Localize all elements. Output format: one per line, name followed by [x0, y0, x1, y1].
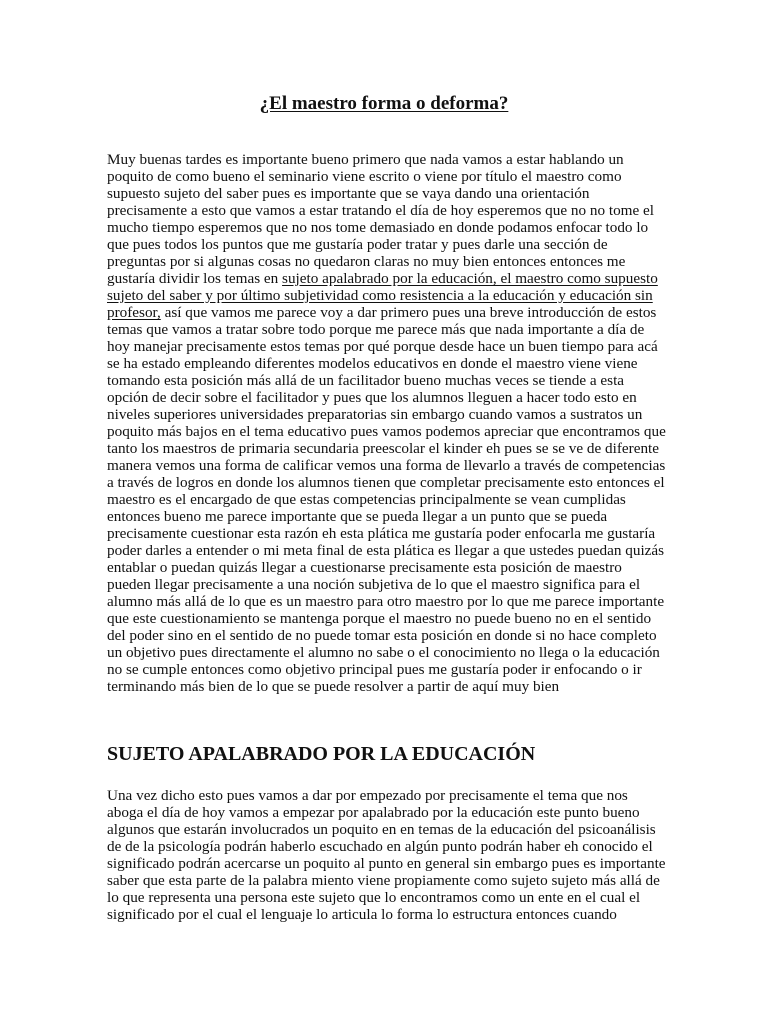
text-line: algunos que estarán involucrados un poquito en en temas de la educación del psicoanálisis — [107, 821, 656, 838]
underlined-topics-text: sujeto del saber y por último subjetividad como resistencia a la educación y educación sin — [107, 287, 653, 304]
text-line — [107, 304, 665, 321]
section-heading: SUJETO APALABRADO POR LA EDUCACIÓN — [107, 743, 536, 765]
text-line: aboga el día de hoy vamos a empezar por apalabrado por la educación este punto bueno — [107, 804, 640, 821]
text-line: se ha estado empleando diferentes modelos educativos en donde el maestro viene viene — [107, 355, 638, 372]
text-line: poquito más bajos en el tema educativo pues vamos podemos apreciar que encontramos que — [107, 423, 666, 440]
document-title: ¿El maestro forma o deforma? — [259, 93, 509, 114]
text-line — [107, 287, 665, 304]
text-line: que este cuestionamiento se mantenga porque el maestro no puede bueno no en el sentido — [107, 610, 652, 627]
text-line — [107, 270, 665, 287]
text-line: temas que vamos a tratar sobre todo porque me parece más que nada importante a día de — [107, 321, 645, 338]
text-line: opción de decir sobre el facilitador y pues que los alumnos lleguen a hacer todo esto en — [107, 389, 637, 406]
text-line: del poder sino en el sentido de no puede tomar esta posición en donde si no hace completo — [107, 627, 657, 644]
text-line: saber que esta parte de la palabra miento viene propiamente como sujeto sujeto más allá de — [107, 872, 660, 889]
text-line: niveles superiores universidades preparatorias sin embargo cuando vamos a sustratos un — [107, 406, 643, 423]
text-line: entonces bueno me parece importante que se pueda llegar a un punto que se pueda — [107, 508, 608, 525]
text-line: hoy manejar precisamente estos temas por qué porque desde hace un buen tiempo para acá — [107, 338, 658, 355]
text-line: terminando más bien de lo que se puede resolver a partir de aquí muy bien — [107, 678, 560, 695]
text-line: poder darles a entender o mi meta final de esta plática es llegar a que ustedes puedan quizás — [107, 542, 665, 559]
text-line: maestro es el encargado de que estas competencias principalmente se vean cumplidas — [107, 491, 626, 508]
text-line: significado por el cual el lenguaje lo articula lo forma lo estructura entonces cuando — [107, 906, 617, 923]
text-line: entablar o puedan quizás llegar a cuestionarse precisamente esta posición de maestro — [107, 559, 622, 576]
text-line: que pues todos los puntos que me gustaría poder tratar y pues darle una sección de — [107, 236, 608, 253]
text-line: manera vemos una forma de calificar vemos una forma de llevarlo a través de competencias — [107, 457, 666, 474]
plain-text: gustaría dividir los temas en — [107, 270, 283, 287]
text-line: Muy buenas tardes es importante bueno primero que nada vamos a estar hablando un — [107, 151, 624, 168]
text-line: significado podrán acercarse un poquito al punto en general sin embargo pues es importante — [107, 855, 666, 872]
text-line: preguntas por si algunas cosas no quedaron claras no muy bien entonces entonces me — [107, 253, 626, 270]
text-line: precisamente a esto que vamos a estar tratando el día de hoy esperemos que no no tome el — [107, 202, 654, 219]
text-line: pueden llegar precisamente a una noción subjetiva de lo que el maestro significa para el — [107, 576, 641, 593]
text-line: mucho tiempo esperemos que no nos tome demasiado en donde podamos enfocar todo lo — [107, 219, 649, 236]
text-line: Una vez dicho esto pues vamos a dar por empezado por precisamente el tema que nos — [107, 787, 628, 804]
underlined-topics-text: sujeto apalabrado por la educación, el maestro como supuesto — [282, 270, 658, 287]
text-line: tanto los maestros de primaria secundaria preescolar el kinder eh pues se se ve de diferente — [107, 440, 660, 457]
text-line: no se cumple entonces como objetivo principal pues me gustaría poder ir enfocando o ir — [107, 661, 642, 678]
text-line: supuesto sujeto del saber pues es importante que se vaya dando una orientación — [107, 185, 590, 202]
text-line: a través de logros en donde los alumnos tienen que completar precisamente esto entonces el — [107, 474, 665, 491]
plain-text: así que vamos me parece voy a dar primero pues una breve introducción de estos — [160, 304, 657, 321]
text-line: poquito de como bueno el seminario viene escrito o viene por título el maestro como — [107, 168, 622, 185]
underlined-topics-text: profesor, — [107, 304, 161, 321]
section-paragraph — [107, 787, 665, 923]
text-line: de de la psicología podrán haberlo escuchado en algún punto podrán haber eh conocido el — [107, 838, 653, 855]
text-line: un objetivo pues directamente el alumno no sabe o el conocimiento no llega o la educación — [107, 644, 660, 661]
text-line: tomando esta posición más allá de un facilitador bueno muchas veces se tiende a esta — [107, 372, 625, 389]
text-line: lo que representa una persona este sujeto que lo encontramos como un ente en el cual el — [107, 889, 641, 906]
text-line: alumno más allá de lo que es un maestro para otro maestro por lo que me parece importante — [107, 593, 665, 610]
intro-paragraph — [107, 151, 665, 695]
text-line: precisamente cuestionar esta razón eh esta plática me gustaría poder enfocarla me gustaría — [107, 525, 656, 542]
